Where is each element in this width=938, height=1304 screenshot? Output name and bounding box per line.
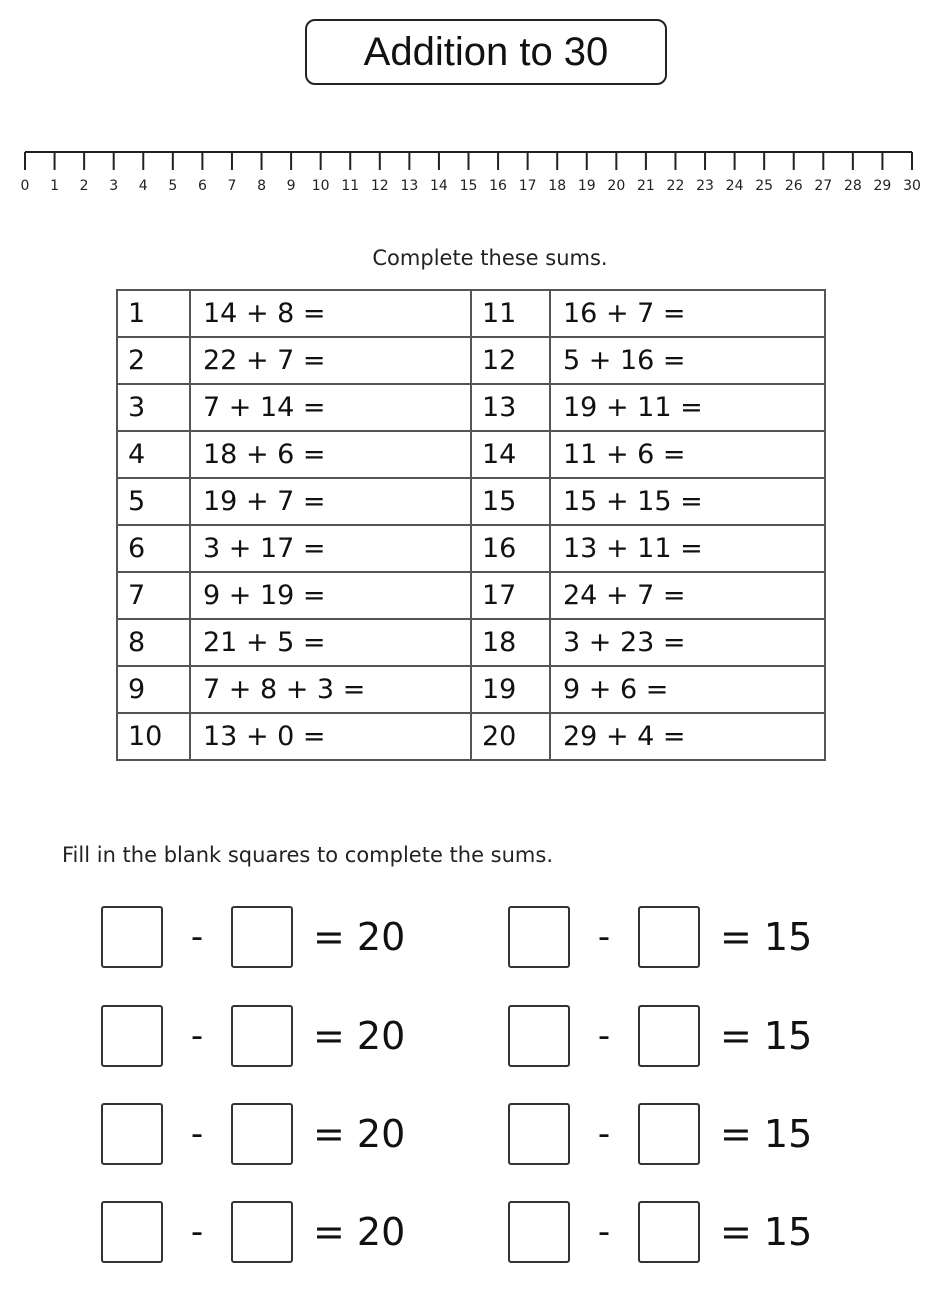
- sum-expression[interactable]: 13 + 0 =: [190, 713, 471, 760]
- number-line-label: 9: [286, 178, 296, 194]
- number-line-label: 15: [459, 178, 478, 194]
- number-line-label: 14: [430, 178, 448, 194]
- sum-result: = 15: [720, 915, 813, 959]
- blank-square[interactable]: [101, 1005, 163, 1067]
- sum-expression[interactable]: 15 + 15 =: [550, 478, 825, 525]
- title-text: Addition to 30: [363, 29, 609, 74]
- blank-sum-row: [508, 1199, 812, 1265]
- worksheet-title: [305, 19, 667, 85]
- number-line-label: 13: [400, 178, 419, 194]
- sums-instruction: Complete these sums.: [372, 246, 608, 270]
- sum-result: = 20: [313, 915, 406, 959]
- blank-square[interactable]: [101, 906, 163, 968]
- question-number: 13: [471, 384, 550, 431]
- sum-expression[interactable]: 3 + 23 =: [550, 619, 825, 666]
- blank-sum-row: [101, 904, 405, 970]
- table-row: [117, 337, 825, 384]
- number-line: [0, 140, 938, 200]
- sum-expression[interactable]: 9 + 6 =: [550, 666, 825, 713]
- blank-square[interactable]: [231, 906, 293, 968]
- question-number: 2: [117, 337, 190, 384]
- blank-square[interactable]: [638, 1103, 700, 1165]
- number-line-label: 12: [370, 178, 389, 194]
- sum-result: = 20: [313, 1112, 406, 1156]
- question-number: 10: [117, 713, 190, 760]
- blank-square[interactable]: [508, 1201, 570, 1263]
- minus-sign: -: [190, 1114, 204, 1154]
- table-row: [117, 713, 825, 760]
- blank-sum-row: [508, 904, 812, 970]
- number-line-label: 17: [518, 178, 537, 194]
- question-number: 9: [117, 666, 190, 713]
- number-line-label: 16: [489, 178, 507, 194]
- question-number: 7: [117, 572, 190, 619]
- question-number: 19: [471, 666, 550, 713]
- minus-sign: -: [190, 917, 204, 957]
- sum-expression[interactable]: 19 + 7 =: [190, 478, 471, 525]
- question-number: 8: [117, 619, 190, 666]
- blank-square[interactable]: [638, 906, 700, 968]
- question-number: 17: [471, 572, 550, 619]
- number-line-label: 3: [109, 178, 119, 194]
- number-line-label: 19: [577, 178, 596, 194]
- question-number: 3: [117, 384, 190, 431]
- question-number: 6: [117, 525, 190, 572]
- number-line-label: 29: [873, 178, 892, 194]
- minus-sign: -: [190, 1212, 204, 1252]
- number-line-label: 28: [843, 178, 862, 194]
- sum-expression[interactable]: 24 + 7 =: [550, 572, 825, 619]
- sum-expression[interactable]: 7 + 8 + 3 =: [190, 666, 471, 713]
- number-line-label: 4: [138, 178, 148, 194]
- sum-expression[interactable]: 22 + 7 =: [190, 337, 471, 384]
- blank-square[interactable]: [101, 1201, 163, 1263]
- question-number: 4: [117, 431, 190, 478]
- blank-square[interactable]: [231, 1005, 293, 1067]
- sum-expression[interactable]: 19 + 11 =: [550, 384, 825, 431]
- number-line-label: 20: [607, 178, 626, 194]
- table-row: [117, 525, 825, 572]
- sum-result: = 20: [313, 1014, 406, 1058]
- sum-result: = 15: [720, 1210, 813, 1254]
- question-number: 5: [117, 478, 190, 525]
- number-line-label: 21: [636, 178, 655, 194]
- number-line-label: 11: [341, 178, 360, 194]
- sums-table: [116, 289, 826, 761]
- sum-expression[interactable]: 16 + 7 =: [550, 290, 825, 337]
- sum-expression[interactable]: 3 + 17 =: [190, 525, 471, 572]
- question-number: 18: [471, 619, 550, 666]
- table-row: [117, 572, 825, 619]
- minus-sign: -: [597, 1114, 611, 1154]
- sum-expression[interactable]: 29 + 4 =: [550, 713, 825, 760]
- blank-square[interactable]: [508, 1005, 570, 1067]
- minus-sign: -: [597, 1212, 611, 1252]
- blank-square[interactable]: [638, 1005, 700, 1067]
- sum-expression[interactable]: 11 + 6 =: [550, 431, 825, 478]
- number-line-label: 5: [168, 178, 178, 194]
- number-line-label: 24: [725, 178, 744, 194]
- question-number: 12: [471, 337, 550, 384]
- table-row: [117, 619, 825, 666]
- number-line-label: 25: [755, 178, 774, 194]
- question-number: 16: [471, 525, 550, 572]
- blank-square[interactable]: [638, 1201, 700, 1263]
- number-line-label: 6: [197, 178, 207, 194]
- blank-square[interactable]: [508, 906, 570, 968]
- number-line-label: 23: [696, 178, 714, 194]
- sum-expression[interactable]: 13 + 11 =: [550, 525, 825, 572]
- question-number: 14: [471, 431, 550, 478]
- minus-sign: -: [190, 1016, 204, 1056]
- sum-expression[interactable]: 9 + 19 =: [190, 572, 471, 619]
- blank-square[interactable]: [231, 1103, 293, 1165]
- number-line-label: 22: [666, 178, 685, 194]
- number-line-label: 7: [227, 178, 237, 194]
- number-line-label: 18: [548, 178, 567, 194]
- blank-sum-row: [508, 1101, 812, 1167]
- blank-sum-row: [101, 1003, 405, 1069]
- blank-sum-row: [508, 1003, 812, 1069]
- table-row: [117, 666, 825, 713]
- question-number: 1: [117, 290, 190, 337]
- question-number: 15: [471, 478, 550, 525]
- number-line-label: 26: [784, 178, 803, 194]
- sum-expression[interactable]: 14 + 8 =: [190, 290, 471, 337]
- blank-sum-row: [101, 1199, 405, 1265]
- number-line-label: 27: [814, 178, 833, 194]
- number-line-label: 2: [79, 178, 89, 194]
- number-line-label: 1: [50, 178, 60, 194]
- number-line-label: 30: [903, 178, 921, 194]
- blank-square[interactable]: [231, 1201, 293, 1263]
- question-number: 20: [471, 713, 550, 760]
- number-line-label: 8: [257, 178, 266, 194]
- blank-square[interactable]: [101, 1103, 163, 1165]
- sum-expression[interactable]: 21 + 5 =: [190, 619, 471, 666]
- sum-expression[interactable]: 7 + 14 =: [190, 384, 471, 431]
- table-row: [117, 384, 825, 431]
- minus-sign: -: [597, 917, 611, 957]
- table-row: [117, 478, 825, 525]
- blank-square[interactable]: [508, 1103, 570, 1165]
- number-line-label: 0: [20, 178, 30, 194]
- sum-result: = 15: [720, 1112, 813, 1156]
- blanks-instruction: Fill in the blank squares to complete the sums.: [62, 843, 554, 867]
- sum-expression[interactable]: 18 + 6 =: [190, 431, 471, 478]
- sum-expression[interactable]: 5 + 16 =: [550, 337, 825, 384]
- table-row: [117, 290, 825, 337]
- sum-result: = 15: [720, 1014, 813, 1058]
- table-row: [117, 431, 825, 478]
- blank-sum-row: [101, 1101, 405, 1167]
- number-line-label: 10: [311, 178, 330, 194]
- minus-sign: -: [597, 1016, 611, 1056]
- question-number: 11: [471, 290, 550, 337]
- sum-result: = 20: [313, 1210, 406, 1254]
